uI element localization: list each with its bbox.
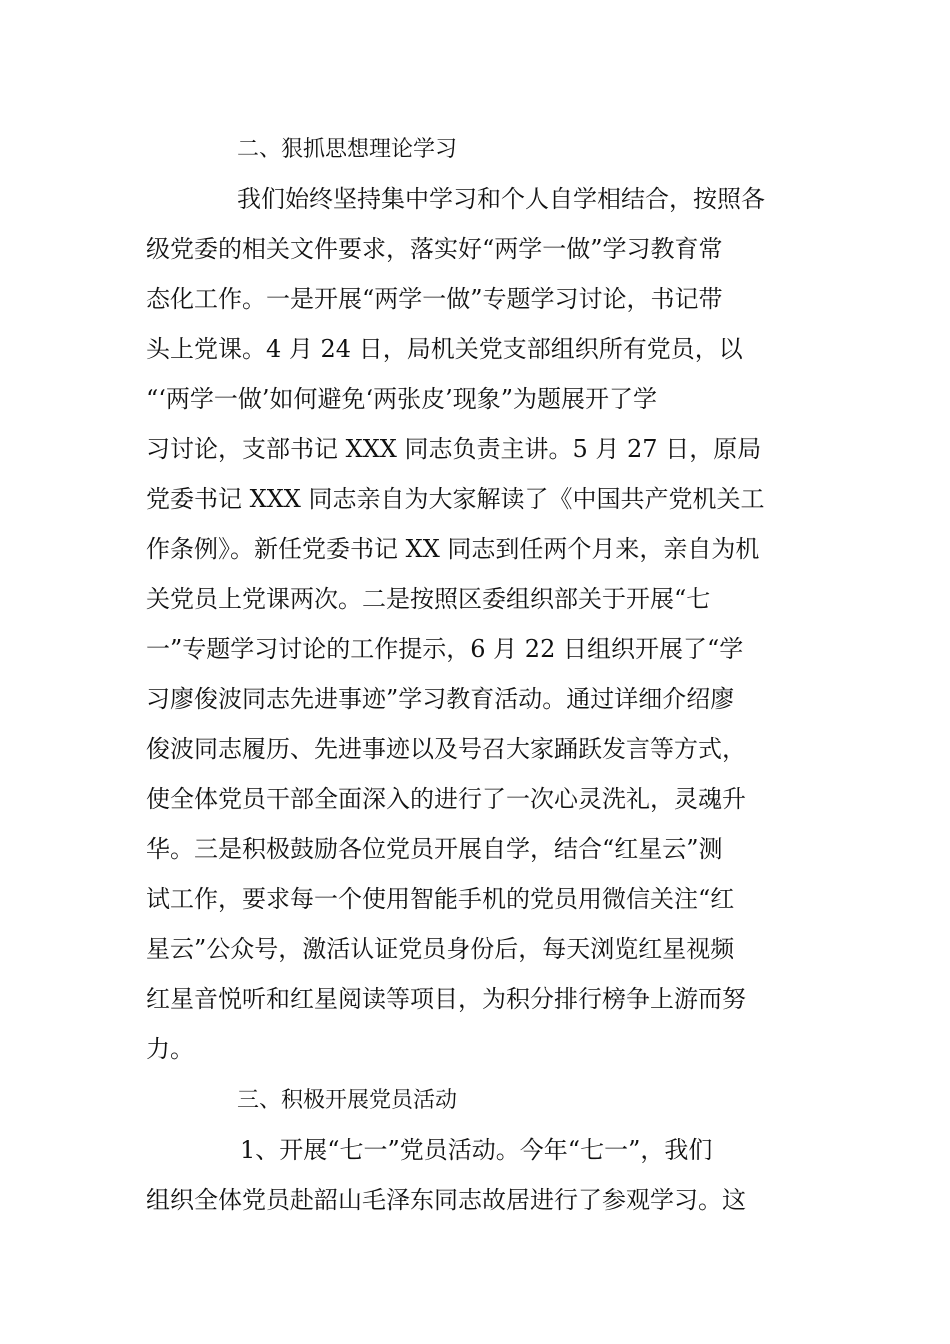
- paragraph-line: 态化工作。一是开展“两学一做”专题学习讨论，书记带: [146, 285, 723, 313]
- paragraph-line: 头上党课。4 月 24 日，局机关党支部组织所有党员，以: [146, 335, 743, 363]
- paragraph-line: 习廖俊波同志先进事迹”学习教育活动。通过详细介绍廖: [146, 685, 735, 713]
- paragraph-line: 关党员上党课两次。二是按照区委组织部关于开展“七: [146, 585, 711, 613]
- paragraph-line: 党委书记 XXX 同志亲自为大家解读了《中国共产党机关工: [146, 485, 765, 513]
- paragraph-line: 组织全体党员赴韶山毛泽东同志故居进行了参观学习。这: [146, 1186, 746, 1214]
- paragraph-line: 一”专题学习讨论的工作提示，6 月 22 日组织开展了“学: [146, 635, 744, 663]
- section-heading: 二、狠抓思想理论学习: [237, 137, 458, 162]
- paragraph-line: 作条例》。新任党委书记 XX 同志到任两个月来，亲自为机: [146, 535, 760, 563]
- paragraph-line: 力。: [146, 1035, 194, 1063]
- paragraph-line: 级党委的相关文件要求，落实好“两学一做”学习教育常: [146, 235, 723, 263]
- paragraph-line: 使全体党员干部全面深入的进行了一次心灵洗礼，灵魂升: [146, 785, 746, 813]
- paragraph-line: 试工作，要求每一个使用智能手机的党员用微信关注“红: [146, 885, 735, 913]
- paragraph-line: 华。三是积极鼓励各位党员开展自学，结合“红星云”测: [146, 835, 723, 863]
- paragraph-line: 红星音悦听和红星阅读等项目，为积分排行榜争上游而努: [146, 985, 746, 1013]
- paragraph-line: 俊波同志履历、先进事迹以及号召大家踊跃发言等方式，: [146, 735, 746, 763]
- paragraph-line: 1、开展“七一”党员活动。今年“七一”，我们: [240, 1136, 713, 1164]
- paragraph-line: 我们始终坚持集中学习和个人自学相结合，按照各: [237, 185, 765, 213]
- section-heading: 三、积极开展党员活动: [237, 1088, 458, 1113]
- paragraph-line: 习讨论，支部书记 XXX 同志负责主讲。5 月 27 日，原局: [146, 435, 762, 463]
- paragraph-line: “‘两学一做’如何避免‘两张皮’现象”为题展开了学: [146, 385, 658, 413]
- paragraph-line: 星云”公众号，激活认证党员身份后，每天浏览红星视频: [146, 935, 735, 963]
